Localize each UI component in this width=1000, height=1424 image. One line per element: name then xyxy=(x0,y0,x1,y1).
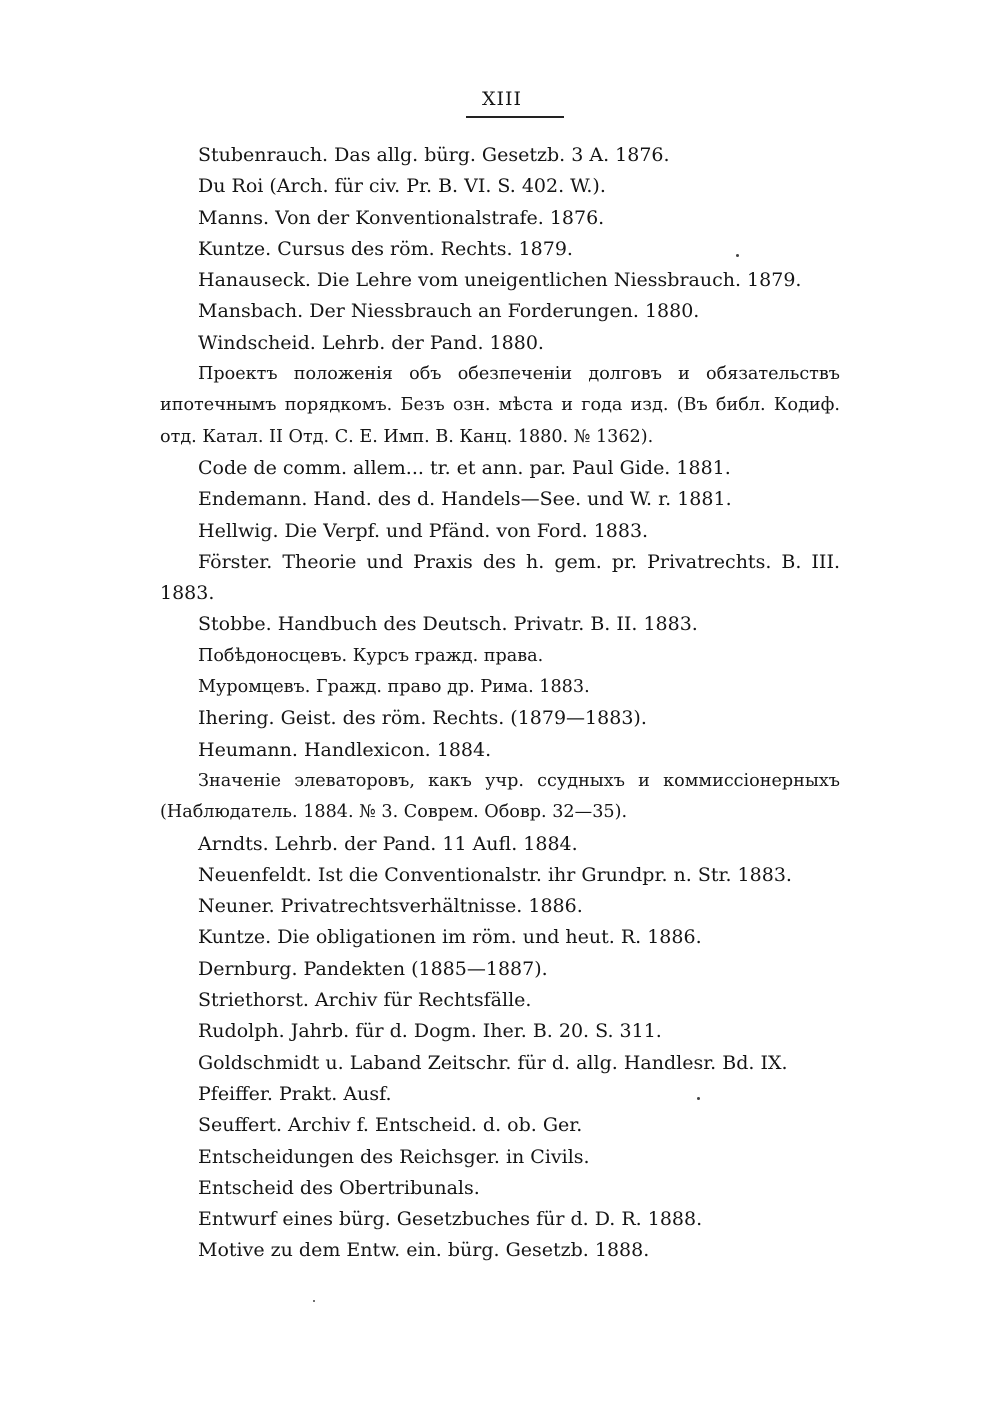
bibliography-entry: Муромцевъ. Гражд. право др. Рима. 1883. xyxy=(198,677,590,698)
bibliography-entry: Hellwig. Die Verpf. und Pfänd. von Ford. 1883. xyxy=(198,519,649,542)
bibliography-entry: Heumann. Handlexicon. 1884. xyxy=(198,738,492,761)
bibliography-entry: Neuenfeldt. Ist die Conventionalstr. ihr Grundpr. n. Str. 1883. xyxy=(198,863,792,886)
bibliography-entry: Goldschmidt u. Laband Zeitschr. für d. allg. Handlesr. Bd. IX. xyxy=(198,1051,788,1074)
bibliography-entry: Mansbach. Der Niessbrauch an Forderungen. 1880. xyxy=(198,300,700,323)
bibliography-entry: Entscheid des Obertribunals. xyxy=(198,1176,480,1199)
bibliography-entry: Pfeiffer. Prakt. Ausf. xyxy=(198,1082,392,1105)
bibliography-entry: Windscheid. Lehrb. der Pand. 1880. xyxy=(198,331,544,354)
bibliography-entry: Arndts. Lehrb. der Pand. 11 Aufl. 1884. xyxy=(198,832,578,855)
ink-speck xyxy=(697,1097,700,1100)
bibliography-entry: Motive zu dem Entw. ein. bürg. Gesetzb. 1888. xyxy=(198,1239,650,1262)
bibliography-entry: Du Roi (Arch. für civ. Pr. B. VI. S. 402. W.). xyxy=(198,175,606,198)
bibliography-entry: Dernburg. Pandekten (1885—1887). xyxy=(198,957,548,980)
bibliography-entry: Stubenrauch. Das allg. bürg. Gesetzb. 3 A. 1876. xyxy=(198,144,670,166)
bibliography-entry: Kuntze. Cursus des röm. Rechts. 1879. xyxy=(198,237,573,260)
page-number: XIII xyxy=(481,88,523,110)
page-number-rule xyxy=(466,116,564,118)
bibliography-entry: Stobbe. Handbuch des Deutsch. Privatr. B. II. 1883. xyxy=(198,613,698,636)
bibliography-entry: Förster. Theorie und Praxis des h. gem. pr. Privatrechts. B. III. 1883. xyxy=(160,550,840,605)
bibliography-entry: Code de comm. allem... tr. et ann. par. Paul Gide. 1881. xyxy=(198,456,731,479)
bibliography-entry: Hanauseck. Die Lehre vom uneigentlichen Niessbrauch. 1879. xyxy=(198,269,802,292)
ink-speck xyxy=(313,1300,315,1302)
bibliography-entry: Endemann. Hand. des d. Handels—See. und W. r. 1881. xyxy=(198,488,732,511)
bibliography-entry: Rudolph. Jahrb. für d. Dogm. Iher. B. 20. S. 311. xyxy=(198,1020,662,1043)
ink-speck xyxy=(736,254,739,257)
bibliography-entry: Neuner. Privatrechtsverhältnisse. 1886. xyxy=(198,895,583,918)
bibliography-entry: Entscheidungen des Reichsger. in Civils. xyxy=(198,1145,590,1168)
bibliography-entry: Проектъ положенія объ обезпеченіи долговъ и обязательствъ ипотечнымъ порядкомъ. Безъ озн. мѣста и года изд. (Въ библ. Кодиф. отд. Катал. II Отд. С. Е. Имп. В. Канц. 1880. № 1362). xyxy=(160,364,840,447)
bibliography-list xyxy=(160,140,840,1267)
bibliography-entry: Побѣдоносцевъ. Курсъ гражд. права. xyxy=(198,645,544,666)
bibliography-entry: Значеніе элеваторовъ, какъ учр. ссудныхъ и коммиссіонерныхъ (Наблюдатель. 1884. № 3. Соврем. Обовр. 32—35). xyxy=(160,770,840,823)
bibliography-entry: Seuffert. Archiv f. Entscheid. d. ob. Ger. xyxy=(198,1114,583,1137)
bibliography-entry: Striethorst. Archiv für Rechtsfälle. xyxy=(198,989,532,1012)
bibliography-entry: Kuntze. Die obligationen im röm. und heut. R. 1886. xyxy=(198,926,702,949)
bibliography-entry: Entwurf eines bürg. Gesetzbuches für d. D. R. 1888. xyxy=(198,1208,703,1231)
bibliography-entry: Manns. Von der Konventionalstrafe. 1876. xyxy=(198,206,605,229)
bibliography-entry: Ihering. Geist. des röm. Rechts. (1879—1883). xyxy=(198,707,647,730)
